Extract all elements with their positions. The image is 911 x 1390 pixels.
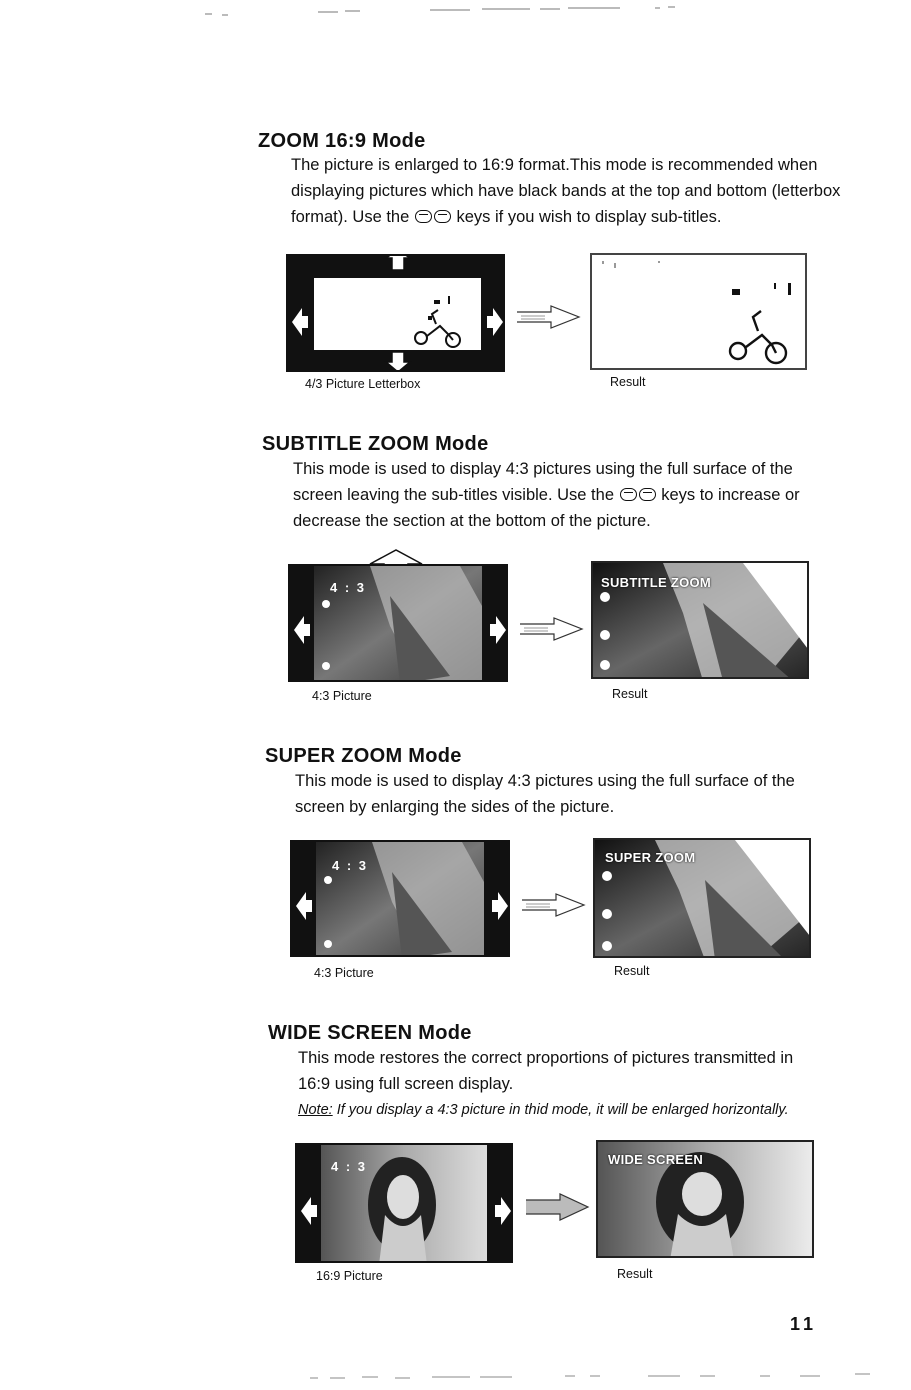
transform-arrow-icon — [518, 614, 588, 644]
picture-16-9 — [295, 1143, 513, 1263]
woman-portrait-illustration — [297, 1145, 513, 1263]
arrow-right-icon — [492, 892, 508, 920]
body-text-cont: keys if you wish to display sub-titles. — [456, 208, 722, 226]
overlay-label: SUPER ZOOM — [605, 850, 696, 865]
scan-artifact-bottom — [0, 1366, 911, 1380]
section-body — [298, 1045, 828, 1123]
body-text: This mode is used to display 4:3 pictures using the full surface of the screen by enlarging the sides of the picture. — [295, 772, 795, 816]
portrait-illustration — [290, 566, 508, 682]
arrow-right-icon — [490, 616, 506, 644]
motorbike-icon — [730, 311, 786, 363]
portrait-illustration — [292, 842, 510, 957]
letterbox-illustration — [288, 256, 505, 372]
section-title: SUBTITLE ZOOM Mode — [262, 433, 489, 455]
section-body — [295, 768, 825, 820]
overlay-label: WIDE SCREEN — [608, 1152, 704, 1167]
section-title: ZOOM 16:9 Mode — [258, 130, 426, 152]
transform-arrow-icon — [520, 890, 590, 920]
section-body — [293, 456, 823, 534]
cursor-down-key-icon — [434, 210, 451, 223]
section-body — [291, 152, 851, 230]
overlay-label: SUBTITLE ZOOM — [601, 575, 712, 590]
caption-right: Result — [614, 964, 650, 978]
transform-arrow-icon — [524, 1192, 594, 1222]
caption-right: Result — [610, 375, 646, 389]
result-picture — [593, 838, 811, 958]
arrow-right-icon — [487, 308, 503, 336]
result-illustration — [592, 255, 807, 370]
arrow-left-icon — [296, 892, 312, 920]
picture-4-3 — [288, 564, 508, 682]
body-text: This mode restores the correct proportions of pictures transmitted in 16:9 using full screen display. — [298, 1049, 794, 1093]
arrow-down-icon — [386, 352, 410, 372]
arrow-right-icon — [495, 1197, 511, 1225]
arrow-up-icon — [386, 256, 410, 270]
overlay-label: 4 : 3 — [331, 1159, 368, 1174]
note-label: Note: — [298, 1102, 333, 1118]
letterbox-picture — [286, 254, 505, 372]
caption-right: Result — [617, 1267, 653, 1281]
caption-right: Result — [612, 687, 648, 701]
transform-arrow-icon — [515, 302, 585, 332]
caption-left: 4:3 Picture — [314, 966, 374, 980]
body-text: This mode is used to display 4:3 pictures using the full surface of the screen leaving the sub-titles visible. Use the — [293, 460, 793, 504]
result-picture — [591, 561, 809, 679]
note-text: If you display a 4:3 picture in thid mode, it will be enlarged horizontally. — [332, 1102, 789, 1118]
overlay-label: 4 : 3 — [332, 858, 369, 873]
picture-4-3 — [290, 840, 510, 957]
section-title: WIDE SCREEN Mode — [268, 1022, 472, 1044]
scan-artifact-top — [0, 2, 911, 16]
arrow-left-icon — [292, 308, 308, 336]
arrow-left-icon — [301, 1197, 317, 1225]
result-picture — [596, 1140, 814, 1258]
result-picture — [590, 253, 807, 370]
body-text: The picture is enlarged to 16:9 format.This mode is recommended when displaying pictures which have black bands at the top and bottom (letterbox format). Use the — [291, 156, 841, 226]
overlay-label: 4 : 3 — [330, 580, 367, 595]
caption-left: 4:3 Picture — [312, 689, 372, 703]
body-text-cont: keys to increase or decrease the section at the bottom of the picture. — [293, 486, 800, 530]
cursor-up-key-icon — [415, 210, 432, 223]
page-number: 11 — [790, 1314, 818, 1334]
caption-left: 4/3 Picture Letterbox — [305, 377, 421, 391]
caption-left: 16:9 Picture — [316, 1269, 383, 1283]
section-title: SUPER ZOOM Mode — [265, 745, 462, 767]
arrow-left-icon — [294, 616, 310, 644]
cursor-up-key-icon — [620, 488, 637, 501]
cursor-down-key-icon — [639, 488, 656, 501]
